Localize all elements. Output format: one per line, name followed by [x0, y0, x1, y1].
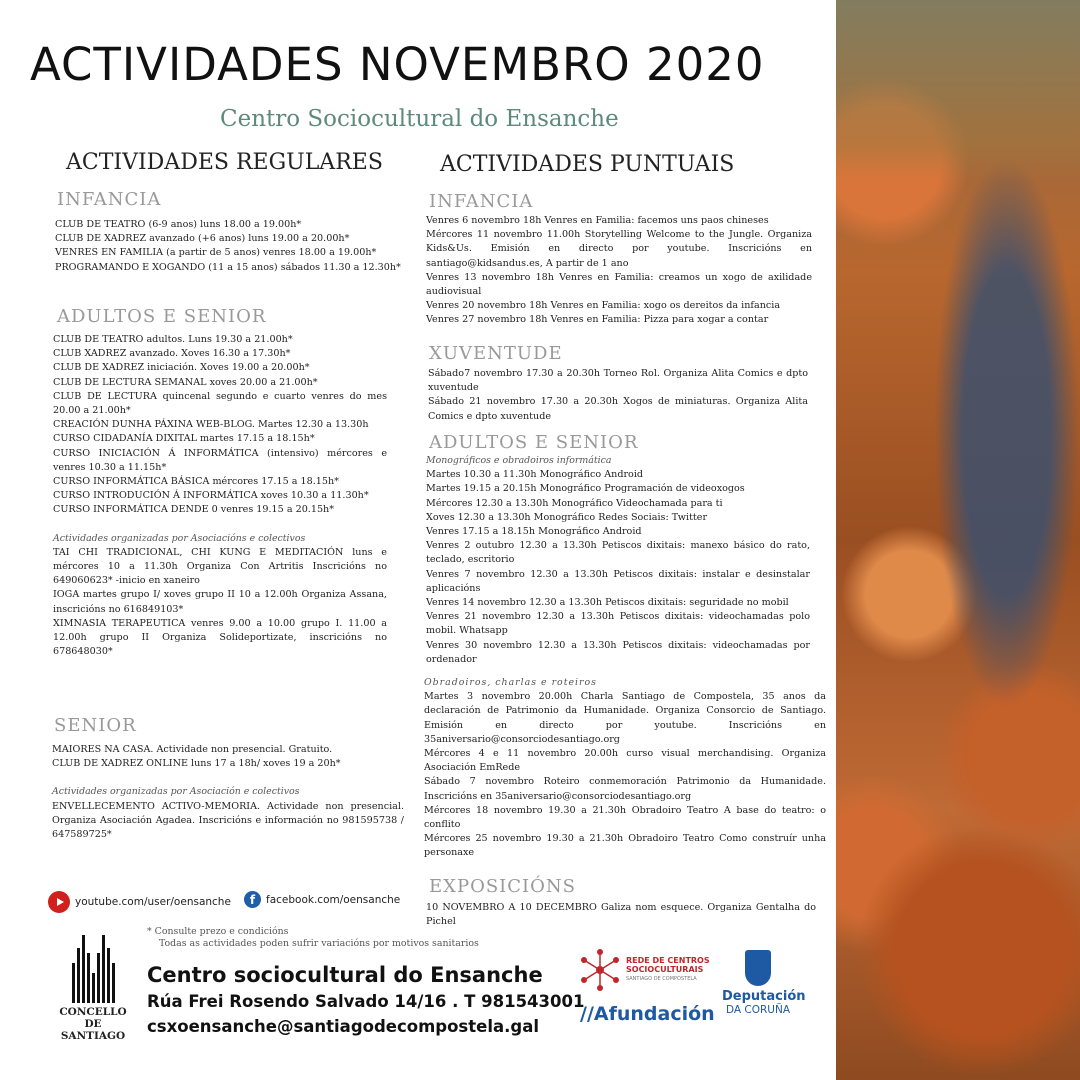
pun-exposicions-list [426, 901, 816, 929]
list-item: CURSO INFORMÁTICA BÁSICA mércores 17.15 a 18.15h* [53, 476, 339, 488]
list-item: IOGA martes grupo I/ xoves grupo II 10 a 12.00h Organiza Assana, inscricións no 616849103* [53, 589, 387, 615]
list-item: MAIORES NA CASA. Actividade non presencial. Gratuito. [52, 744, 333, 755]
assoc-note: Actividades organizadas por Asociacións e colectivos [53, 532, 306, 544]
pun-obradoiros-list [424, 676, 826, 861]
list-item: Sábado 21 novembro 17.30 a 20.30h Xogos de miniaturas. Organiza Alita Comics e dpto xuventude [428, 396, 808, 422]
page-title: ACTIVIDADES NOVEMBRO 2020 [30, 38, 765, 91]
list-item: Venres 20 novembro 18h Venres en Familia: xogo os dereitos da infancia [426, 300, 781, 312]
list-item: Mércores 11 novembro 11.00h Storytelling Welcome to the Jungle. Organiza Kids&Us. Emisión en directo por youtube. Inscricións en santiago@kidsandus.es, A partir de 1 ano [426, 229, 812, 269]
reg-infancia-label: INFANCIA [57, 189, 162, 210]
list-item: Martes 19.15 a 20.15h Monográfico Programación de videoxogos [426, 483, 745, 495]
monograficos-note: Monográficos e obradoiros informática [426, 455, 612, 466]
list-item: Xoves 12.30 a 13.30h Monográfico Redes Sociais: Twitter [426, 511, 708, 523]
reg-infancia-list [55, 218, 408, 275]
regulares-heading: ACTIVIDADES REGULARES [66, 150, 383, 175]
facebook-icon: f [244, 891, 261, 908]
list-item: CLUB DE LECTURA quincenal segundo e cuarto venres do mes 20.00 a 21.00h* [53, 390, 387, 417]
assoc-note: Actividades organizadas por Asociación e colectivos [52, 786, 300, 798]
list-item: Sábado7 novembro 17.30 a 20.30h Torneo Rol. Organiza Alita Comics e dpto xuventude [428, 368, 808, 394]
list-item: Venres 6 novembro 18h Venres en Familia: facemos uns paos chineses [426, 215, 769, 226]
reg-adultos-list [53, 333, 387, 659]
list-item: Mércores 18 novembro 19.30 a 21.30h Obradoiro Teatro A base do teatro: o conflito [424, 804, 826, 831]
list-item: Venres 14 novembro 12.30 a 13.30h Petiscos dixitais: seguridade no mobil [426, 597, 789, 609]
list-item: CREACIÓN DUNHA PÁXINA WEB-BLOG. Martes 12.30 a 13.30h [53, 419, 369, 431]
list-item: CLUB DE XADREZ ONLINE luns 17 a 18h/ xoves 19 a 20h* [52, 758, 341, 770]
facebook-link[interactable] [244, 891, 400, 908]
list-item: CURSO INTRODUCIÓN Á INFORMÁTICA xoves 10.30 a 11.30h* [53, 490, 369, 502]
pun-infancia-label: INFANCIA [429, 191, 534, 212]
footnote [147, 926, 479, 950]
centre-name: Centro sociocultural do Ensanche [147, 963, 543, 987]
centre-email: csxoensanche@santiagodecompostela.gal [147, 1017, 539, 1036]
list-item: Martes 3 novembro 20.00h Charla Santiago de Compostela, 35 anos da declaración de Patrimonio da Humanidade. Organiza Consorcio de Santiago. Emisión en directo por youtube. Inscricións en 35aniversario@consorciodesantiago.org [424, 691, 826, 745]
list-item: TAI CHI TRADICIONAL, CHI KUNG E MEDITACIÓN luns e mércores 10 a 11.30h Organiza Con Artritis Inscricións no 649060623* -inicio en xaneiro [53, 546, 387, 587]
youtube-url: youtube.com/user/oensanche [75, 896, 231, 908]
afundacion-logo: //Afundación [580, 1003, 715, 1025]
concello-logo: CONCELLO DE SANTIAGO [50, 935, 136, 1035]
list-item: CLUB DE TEATRO adultos. Luns 19.30 a 21.00h* [53, 334, 293, 345]
pun-infancia-list [426, 214, 812, 328]
shield-icon [745, 950, 771, 986]
list-item: 10 NOVEMBRO A 10 DECEMBRO Galiza nom esquece. Organiza Gentalha do Pichel [426, 902, 816, 928]
list-item: ENVELLECEMENTO ACTIVO-MEMORIA. Actividade non presencial. Organiza Asociación Agadea. Inscricións e información no 981595738 / 647589725* [52, 800, 404, 841]
reg-adultos-label: ADULTOS E SENIOR [57, 306, 267, 327]
list-item: Venres 27 novembro 18h Venres en Familia: Pizza para xogar a contar [426, 314, 769, 326]
youtube-icon [48, 891, 70, 913]
list-item: CURSO INICIACIÓN Á INFORMÁTICA (intensivo) mércores e venres 10.30 a 11.15h* [53, 447, 387, 473]
rede-centros-logo: REDE DE CENTROS SOCIOCULTURAIS SANTIAGO DE COMPOSTELA [580, 948, 710, 992]
centre-address: Rúa Frei Rosendo Salvado 14/16 . T 981543001 [147, 992, 585, 1011]
youtube-link[interactable] [48, 891, 231, 913]
list-item: Venres 30 novembro 12.30 a 13.30h Petiscos dixitais: videochamadas por ordenador [426, 639, 810, 665]
list-item: CLUB DE TEATRO (6-9 anos) luns 18.00 a 19.00h* [55, 219, 302, 230]
pun-xuventude-label: XUVENTUDE [429, 343, 563, 364]
list-item: Venres 13 novembro 18h Venres en Familia: creamos un xogo de axilidade audiovisual [426, 271, 812, 298]
deputacion-logo: Deputación DA CORUÑA [722, 950, 794, 1016]
footnote-price: * Consulte prezo e condicións [147, 926, 289, 937]
pun-adultos-list [426, 454, 810, 667]
list-item: Martes 10.30 a 11.30h Monográfico Android [426, 469, 644, 481]
network-icon [580, 948, 620, 992]
list-item: Venres 2 outubro 12.30 a 13.30h Petiscos dixitais: manexo básico do rato, teclado, escritorio [426, 540, 810, 566]
facebook-url: facebook.com/oensanche [266, 893, 401, 906]
puntuais-heading: ACTIVIDADES PUNTUAIS [440, 152, 735, 177]
centre-contact [147, 962, 584, 1039]
list-item: CLUB DE XADREZ iniciación. Xoves 19.00 a 20.00h* [53, 362, 310, 374]
list-item: CLUB DE LECTURA SEMANAL xoves 20.00 a 21.00h* [53, 376, 318, 388]
footnote-sanitary: Todas as actividades poden sufrir variacións por motivos sanitarios [159, 938, 479, 949]
pun-adultos-label: ADULTOS E SENIOR [429, 432, 639, 453]
pun-xuventude-list [428, 367, 808, 424]
list-item: PROGRAMANDO E XOGANDO (11 a 15 anos) sábados 11.30 a 12.30h* [55, 261, 401, 273]
list-item: CURSO INFORMÁTICA DENDE 0 venres 19.15 a 20.15h* [53, 504, 335, 516]
list-item: CLUB DE XADREZ avanzado (+6 anos) luns 19.00 a 20.00h* [55, 233, 350, 245]
autumn-leaves-photo [836, 0, 1080, 1080]
list-item: XIMNASIA TERAPEUTICA venres 9.00 a 10.00 grupo I. 11.00 a 12.00h grupo II Organiza Solideportizate, inscricións no 678648030* [53, 617, 387, 658]
list-item: Venres 21 novembro 12.30 a 13.30h Petiscos dixitais: videochamadas polo mobil. Whatsapp [426, 611, 810, 637]
list-item: Sábado 7 novembro Roteiro conmemoración Patrimonio da Humanidade. Inscricións en 35aniversario@consorciodesantiago.org [424, 776, 826, 802]
cathedral-icon [50, 935, 136, 1003]
list-item: Venres 17.15 a 18.15h Monográfico Android [426, 526, 642, 538]
list-item: VENRES EN FAMILIA (a partir de 5 anos) venres 18.00 a 19.00h* [55, 247, 377, 259]
list-item: CLUB XADREZ avanzado. Xoves 16.30 a 17.30h* [53, 348, 291, 360]
reg-senior-list [52, 743, 404, 842]
obradoiros-note: Obradoiros, charlas e roteiros [424, 677, 597, 688]
pun-exposicions-label: EXPOSICIÓNS [429, 876, 576, 897]
list-item: Venres 7 novembro 12.30 a 13.30h Petiscos dixitais: instalar e desinstalar aplicacións [426, 568, 810, 594]
list-item: Mércores 12.30 a 13.30h Monográfico Videochamada para ti [426, 497, 723, 509]
list-item: Mércores 4 e 11 novembro 20.00h curso visual merchandising. Organiza Asociación EmRede [424, 748, 826, 774]
reg-senior-label: SENIOR [54, 715, 137, 736]
list-item: Mércores 25 novembro 19.30 a 21.30h Obradoiro Teatro Como construír unha personaxe [424, 833, 826, 859]
page-subtitle: Centro Sociocultural do Ensanche [220, 106, 619, 132]
list-item: CURSO CIDADANÍA DIXITAL martes 17.15 a 18.15h* [53, 433, 315, 445]
